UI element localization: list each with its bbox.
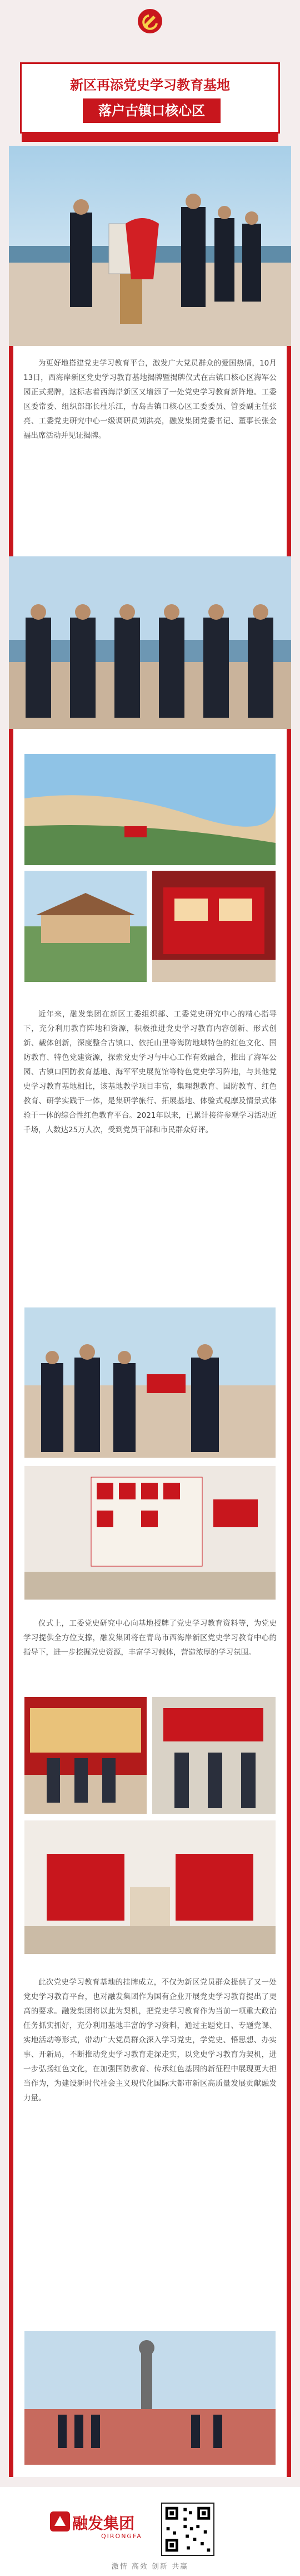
title-underline (22, 132, 278, 142)
party-emblem-icon (137, 8, 163, 34)
photo-ceremony (9, 146, 291, 346)
paragraph-1: 为更好地搭建党史学习教育平台，激发广大党员群众的爱国热情，10月13日，西海岸新区党史学习教育基地揭牌暨揭牌仪式在古镇口核心区海军公园正式揭牌，这标志着西海岸新区又增添了一处党史学习教育新阵地。工委区委常委、组织部部长杜乐江，青岛古镇口核心区工委委员、管委副主任张亮、工委党史研究中心一级调研员刘洪亮，融发集团党委书记、董事长张金福出席活动并见证揭牌。 (23, 359, 277, 440)
photo-group (9, 556, 291, 729)
page-title: 新区再添党史学习教育基地 (70, 77, 230, 93)
photo-visitors-2 (152, 1697, 276, 1814)
photo-exhibit-hall (152, 871, 276, 982)
photo-memorial-hall (24, 1820, 276, 1954)
qr-code-icon[interactable] (161, 2503, 214, 2556)
photo-visitors-1 (24, 1697, 147, 1814)
company-logo-icon (50, 2511, 70, 2531)
photo-coastline (24, 754, 276, 865)
photo-barracks (24, 871, 147, 982)
paragraph-2: 近年来，融发集团在新区工委组织部、工委党史研究中心的精心指导下，充分利用教育阵地和资源，积极推进党史学习教育内容创新、形式创新、载体创新，深度整合古镇口、依托山里等海防地域特色的红色文化、国防教育、特色党建资源，探索党史学习与中心工作有效融合，推出了海军公园、古镇口国防教育基地、海军军史展览馆等特色党史学习阵地，与其他党史学习教育基地相比，该基地教学项目丰富，集理想教育、国防教育、红色教育、研学实践于一体，是集研学旅行、拓展基地、体验式观摩及情景式体验于一体的综合性红色教育平台。2021年以来，已累计接待参观学习活动近千场，人数达25万人次，受到党员干部和市民群众好评。 (23, 1010, 277, 1134)
page-subtitle: 落户古镇口核心区 (83, 98, 221, 123)
company-logo-text: 融发集团 (72, 2514, 135, 2533)
right-rail (287, 146, 291, 2477)
title-card (20, 62, 280, 134)
footer-slogan: 激情 高效 创新 共赢 (111, 2563, 189, 2571)
photo-plaque-handover (24, 1307, 276, 1458)
top-band (0, 0, 300, 53)
paragraph-3: 仪式上，工委党史研究中心向基地授牌了党史学习教育资料等，为党史学习提供全方位支撑，融发集团将在青岛市西海岸新区党史学习教育中心的指导下，进一步挖掘党史资源，丰富学习载体，营造浓厚的学习氛围。 (23, 1619, 277, 1657)
left-rail (9, 146, 13, 2477)
company-logo-sub: QIRONGFA (101, 2533, 142, 2540)
footer (0, 2487, 300, 2576)
photo-reading-room (24, 1466, 276, 1600)
photo-square-statue (24, 2331, 276, 2465)
paragraph-4: 此次党史学习教育基地的挂牌成立，不仅为新区党员群众提供了又一处党史学习教育平台，也对融发集团作为国有企业开展党史学习教育提出了更高的要求。融发集团将以此为契机，把党史学习教育作为当前一项重大政治任务抓实抓好，充分利用基地丰富的学习资料，通过主题党日、专题党课、实地活动等形式，带动广大党员群众深入学习党史，学党史、悟思想、办实事、开新局，不断推动党史学习教育走深走实，以党史学习教育为契机，进一步弘扬红色文化，在加强国防教育、传承红色基因的新征程中展现更大担当作为，为建设新时代社会主义现代化国际大都市新区高质量发展贡献融发力量。 (23, 1978, 277, 2103)
